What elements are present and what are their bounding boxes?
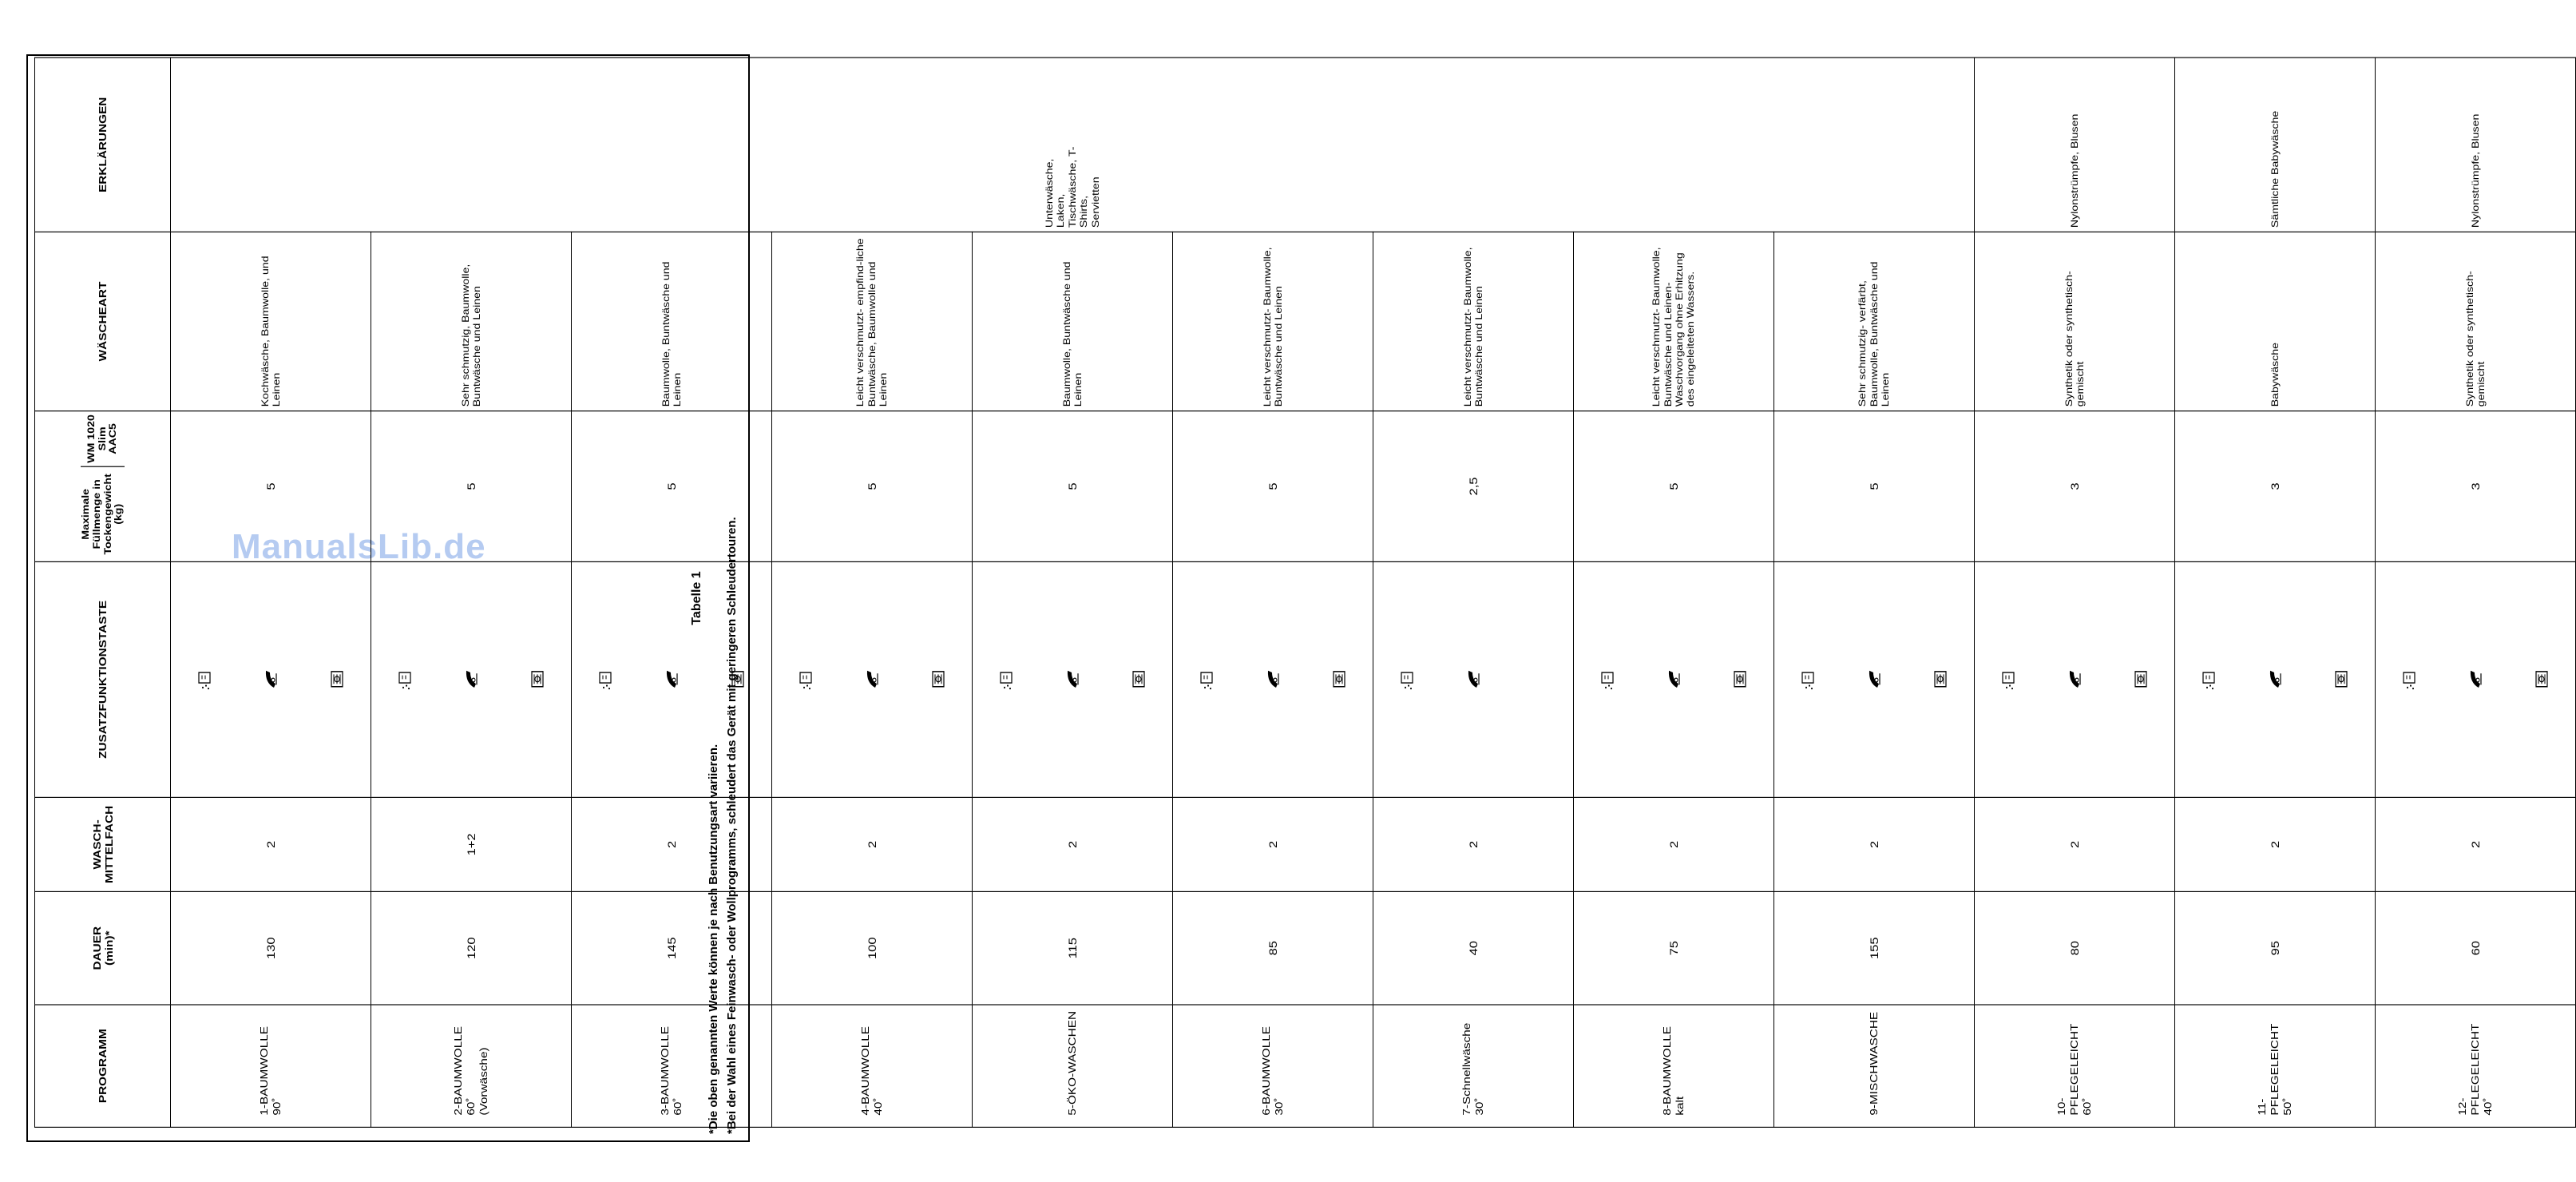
- header-model-line-1: WM 1020 Slim: [85, 414, 108, 463]
- header-model-block: [81, 411, 125, 466]
- waescheart-value: Leicht verschmutzt- Baumwolle, Buntwäsche und Leinen: [1261, 247, 1284, 407]
- fuellmenge-value: 5: [1667, 482, 1680, 490]
- prewash-icon: [529, 668, 545, 692]
- prewash-icon: [2133, 668, 2149, 692]
- quick-wash-icon: [1465, 668, 1481, 692]
- zusatz-cell: [1173, 561, 1373, 797]
- program-name: 11-PFLEGELEICHT 50˚: [2255, 1023, 2294, 1116]
- program-name: 7-Schnellwäsche 30˚: [1460, 1022, 1485, 1116]
- waescheart-value: Kochwäsche, Baumwolle, und Leinen: [259, 256, 282, 407]
- zusatz-icons: [2175, 562, 2375, 797]
- quick-wash-icon: [1666, 668, 1682, 692]
- waescheart-cell: [2376, 232, 2576, 411]
- dauer-cell: [772, 891, 973, 1005]
- waescheart-value: Leicht verschmutzt- empfind-liche Buntwäsche, Baumwolle und Leinen: [854, 238, 890, 407]
- rinse-hold-icon: [1199, 668, 1215, 692]
- dauer-value: 80: [2068, 941, 2081, 956]
- quick-wash-icon: [1064, 668, 1080, 692]
- dauer-cell: [1774, 891, 1975, 1005]
- waescheart-cell: [572, 232, 772, 411]
- table-caption-box: [685, 559, 709, 647]
- header-fuellmenge-box: [81, 411, 125, 561]
- prewash-icon: [329, 668, 345, 692]
- prewash-icon: [1331, 668, 1347, 692]
- quick-wash-icon: [864, 668, 880, 692]
- waschmittelfach-value: 2: [264, 840, 277, 849]
- dauer-cell: [572, 891, 772, 1005]
- waschmittelfach-value: 2: [2469, 840, 2482, 849]
- waschmittelfach-value: 2: [1868, 840, 1880, 849]
- zusatz-cell: [572, 561, 772, 797]
- dauer-value: 85: [1266, 941, 1279, 956]
- fuellmenge-value: 5: [465, 482, 478, 490]
- program-name: 3-BAUMWOLLE 60˚: [658, 1025, 684, 1116]
- program-name: 8-BAUMWOLLE: [1660, 1025, 1673, 1116]
- waescheart-value: Baumwolle, Buntwäsche und Leinen: [1060, 261, 1084, 407]
- zusatz-cell: [1774, 561, 1975, 797]
- waescheart-cell: [1975, 232, 2175, 411]
- waschmittelfach-cell: [572, 797, 772, 891]
- program-name: 6-BAUMWOLLE 30˚: [1259, 1025, 1285, 1116]
- program-cell: [1975, 1005, 2175, 1127]
- waschmittelfach-cell: [171, 797, 371, 891]
- header-max-block: [81, 466, 125, 561]
- dauer-cell: [973, 891, 1173, 1005]
- explanation-text: Nylonstrümpfe, Blusen: [2068, 113, 2080, 228]
- dauer-value: 155: [1868, 937, 1880, 960]
- program-name: 9-MISCHWASCHE: [1867, 1011, 1880, 1116]
- header-row: [35, 58, 171, 1127]
- waschmittelfach-cell: [1774, 797, 1975, 891]
- fuellmenge-value: 5: [1066, 482, 1079, 490]
- zusatz-cell: [2376, 561, 2576, 797]
- header-wasch-line-1: WASCH-: [90, 819, 103, 870]
- fuellmenge-value: 5: [1868, 482, 1880, 490]
- waschmittelfach-value: 2: [1266, 840, 1279, 849]
- quick-wash-icon: [263, 668, 279, 692]
- empty-icon-slot: [1532, 668, 1548, 692]
- waescheart-cell: [171, 232, 371, 411]
- quick-wash-icon: [1265, 668, 1281, 692]
- waescheart-cell: [1574, 232, 1774, 411]
- quick-wash-icon: [2467, 668, 2483, 692]
- prewash-icon: [1732, 668, 1748, 692]
- program-table: [34, 58, 2576, 1128]
- quick-wash-icon: [1866, 668, 1882, 692]
- fuellmenge-cell: [371, 411, 572, 562]
- explanation-text: Sämtliche Babywäsche: [2269, 110, 2281, 228]
- waescheart-cell: [2175, 232, 2376, 411]
- table-row: [171, 58, 371, 1127]
- rinse-hold-icon: [998, 668, 1014, 692]
- fuellmenge-value: 3: [2469, 482, 2482, 490]
- program-cell: [772, 1005, 973, 1127]
- prewash-icon: [1131, 668, 1147, 692]
- waschmittelfach-value: 2: [1066, 840, 1079, 849]
- header-max-line-3: Tockengewicht: [101, 474, 113, 555]
- header-dauer-line-1: DAUER: [90, 926, 103, 970]
- dauer-cell: [1373, 891, 1574, 1005]
- program-cell: [371, 1005, 572, 1127]
- dauer-value: 60: [2469, 941, 2482, 956]
- program-name: 12-PFLEGELEICHT 40˚: [2455, 1023, 2495, 1116]
- header-fuellmenge: [35, 411, 171, 562]
- dauer-cell: [371, 891, 572, 1005]
- dauer-value: 145: [665, 937, 678, 960]
- rinse-hold-icon: [798, 668, 814, 692]
- rinse-hold-icon: [2401, 668, 2417, 692]
- waescheart-value: Sehr schmutzig, Baumwolle, Buntwäsche und Leinen: [459, 264, 482, 407]
- dauer-value: 115: [1066, 938, 1079, 959]
- explanation-cell: [2376, 58, 2576, 232]
- quick-wash-icon: [2267, 668, 2283, 692]
- zusatz-icons: [572, 562, 771, 797]
- dauer-cell: [171, 891, 371, 1005]
- waescheart-value: Leicht verschmutzt- Baumwolle, Buntwäsche und Leinen-Waschvorgang ohne Erhitzung des eingeleiteten Wassers.: [1651, 247, 1697, 407]
- program-name: 4-BAUMWOLLE 40˚: [858, 1025, 884, 1116]
- program-cell: [171, 1005, 371, 1127]
- waescheart-value: Baumwolle, Buntwäsche und Leinen: [660, 261, 683, 407]
- waescheart-cell: [371, 232, 572, 411]
- header-zusatz-label: ZUSATZFUNKTIONSTASTE: [97, 600, 109, 759]
- zusatz-cell: [1975, 561, 2175, 797]
- rinse-hold-icon: [196, 668, 212, 692]
- fuellmenge-value: 3: [2068, 482, 2081, 490]
- fuellmenge-cell: [2175, 411, 2376, 562]
- explanation-cell: [2175, 58, 2376, 232]
- waescheart-value: Leicht verschmutzt- Baumwolle, Buntwäsche und Leinen: [1461, 247, 1484, 407]
- zusatz-icons: [171, 562, 371, 797]
- waschmittelfach-value: 2: [1467, 840, 1480, 849]
- zusatz-cell: [371, 561, 572, 797]
- explanation-cell: [1975, 58, 2175, 232]
- dauer-cell: [2175, 891, 2376, 1005]
- header-max-line-1: Maximale: [79, 488, 91, 540]
- header-model-line-2: AAC5: [107, 423, 119, 454]
- header-dauer: [35, 891, 171, 1005]
- program-subtitle: (Vorwäsche): [478, 1047, 490, 1116]
- header-waescheart-label: WÄSCHEART: [97, 281, 109, 362]
- zusatz-icons: [1373, 562, 1573, 797]
- dauer-cell: [1975, 891, 2175, 1005]
- watermark: ManualsLib.de: [232, 527, 486, 566]
- zusatz-icons: [1975, 562, 2174, 797]
- rinse-hold-icon: [1399, 668, 1415, 692]
- waschmittelfach-value: 2: [2068, 840, 2081, 849]
- program-name: 10-PFLEGELEICHT 60˚: [2055, 1023, 2094, 1116]
- footnote-2: *Bei der Wahl eines Feinwasch- oder Wollprogramms, schleudert das Gerät mit geringeren Schleudertouren.: [725, 517, 739, 1134]
- fuellmenge-cell: [1774, 411, 1975, 562]
- zusatz-icons: [1774, 562, 1974, 797]
- program-cell: [973, 1005, 1173, 1127]
- zusatz-icons: [1574, 562, 1773, 797]
- program-name: 1-BAUMWOLLE 90˚: [257, 1025, 283, 1116]
- dauer-value: 100: [866, 937, 878, 960]
- program-cell: [1574, 1005, 1774, 1127]
- zusatz-icons: [1173, 562, 1373, 797]
- dauer-value: 75: [1667, 941, 1680, 956]
- fuellmenge-value: 5: [264, 482, 277, 490]
- waescheart-cell: [973, 232, 1173, 411]
- waschmittelfach-cell: [772, 797, 973, 891]
- waescheart-cell: [1373, 232, 1574, 411]
- header-dauer-line-2: (min)*: [102, 930, 115, 966]
- program-name: 5-ÖKO-WASCHEN: [1065, 1010, 1078, 1116]
- dauer-cell: [1574, 891, 1774, 1005]
- program-name: 2-BAUMWOLLE 60˚: [451, 1025, 477, 1116]
- waschmittelfach-cell: [371, 797, 572, 891]
- prewash-icon: [2333, 668, 2349, 692]
- fuellmenge-value: 5: [866, 482, 878, 490]
- program-cell: [2376, 1005, 2576, 1127]
- quick-wash-icon: [664, 668, 680, 692]
- program-cell: [1373, 1005, 1574, 1127]
- header-erklaerungen: [35, 58, 171, 232]
- waescheart-value: Synthetik oder synthetisch-gemischt: [2063, 271, 2086, 407]
- prewash-icon: [1932, 668, 1948, 692]
- table-row: [2175, 58, 2376, 1127]
- waescheart-value: Babywäsche: [2269, 343, 2281, 407]
- fuellmenge-cell: [572, 411, 772, 562]
- dauer-value: 40: [1467, 941, 1480, 956]
- zusatz-icons: [371, 562, 571, 797]
- waschmittelfach-cell: [973, 797, 1173, 891]
- waescheart-value: Sehr schmutzig- verfärbt, Baumwolle, Buntwäsche und Leinen: [1857, 261, 1892, 407]
- waschmittelfach-value: 2: [665, 840, 678, 849]
- explanation-merged-text: Unterwäsche, Laken, Tischwäsche, T-Shirts, Servietten: [1044, 146, 1101, 228]
- waschmittelfach-cell: [1373, 797, 1574, 891]
- table-row: [1975, 58, 2175, 1127]
- waschmittelfach-value: 1+2: [465, 833, 478, 856]
- table-caption: Tabelle 1: [690, 571, 703, 625]
- fuellmenge-cell: [171, 411, 371, 562]
- zusatz-cell: [772, 561, 973, 797]
- zusatz-cell: [171, 561, 371, 797]
- footnote-1: *Die oben genannten Werte können je nach Benutzungsart variieren.: [707, 744, 720, 1134]
- waschmittelfach-value: 2: [2269, 840, 2281, 849]
- dauer-cell: [1173, 891, 1373, 1005]
- waescheart-cell: [772, 232, 973, 411]
- waschmittelfach-cell: [1975, 797, 2175, 891]
- quick-wash-icon: [2067, 668, 2083, 692]
- waescheart-cell: [1774, 232, 1975, 411]
- header-erklaerungen-label: ERKLÄRUNGEN: [97, 97, 109, 192]
- header-programm: [35, 1005, 171, 1127]
- program-cell: [1774, 1005, 1975, 1127]
- quick-wash-icon: [463, 668, 479, 692]
- explanation-merged: [171, 58, 1975, 232]
- dauer-value: 95: [2269, 941, 2281, 956]
- rinse-hold-icon: [397, 668, 413, 692]
- program-cell: [2175, 1005, 2376, 1127]
- rinse-hold-icon: [597, 668, 613, 692]
- header-max-line-2: Füllmenge in: [90, 479, 102, 549]
- rinse-hold-icon: [1800, 668, 1816, 692]
- zusatz-icons: [2376, 562, 2575, 797]
- dauer-value: 120: [465, 937, 478, 960]
- header-programm-label: PROGRAMM: [97, 1029, 109, 1104]
- zusatz-cell: [973, 561, 1173, 797]
- fuellmenge-cell: [2376, 411, 2576, 562]
- rinse-hold-icon: [2000, 668, 2016, 692]
- waescheart-value: Synthetik oder synthetisch-gemischt: [2463, 271, 2487, 407]
- fuellmenge-value: 3: [2269, 482, 2281, 490]
- fuellmenge-value: 2,5: [1467, 477, 1480, 496]
- rinse-hold-icon: [2201, 668, 2217, 692]
- prewash-icon: [930, 668, 946, 692]
- fuellmenge-cell: [1373, 411, 1574, 562]
- header-waschmittelfach: [35, 797, 171, 891]
- program-cell: [1173, 1005, 1373, 1127]
- header-zusatzfunktion: [35, 561, 171, 797]
- prewash-icon: [2534, 668, 2550, 692]
- table-body: [35, 58, 2576, 1127]
- fuellmenge-value: 5: [665, 482, 678, 490]
- waschmittelfach-value: 2: [1667, 840, 1680, 849]
- header-waescheart: [35, 232, 171, 411]
- waschmittelfach-cell: [1173, 797, 1373, 891]
- dauer-cell: [2376, 891, 2576, 1005]
- table-row: [2376, 58, 2576, 1127]
- fuellmenge-cell: [1574, 411, 1774, 562]
- header-wasch-line-2: MITTELFACH: [102, 805, 115, 883]
- fuellmenge-cell: [973, 411, 1173, 562]
- waschmittelfach-value: 2: [866, 840, 878, 849]
- fuellmenge-cell: [772, 411, 973, 562]
- zusatz-cell: [2175, 561, 2376, 797]
- zusatz-icons: [772, 562, 972, 797]
- waschmittelfach-cell: [2376, 797, 2576, 891]
- fuellmenge-cell: [1975, 411, 2175, 562]
- waschmittelfach-cell: [1574, 797, 1774, 891]
- program-subtitle: kalt: [1674, 1096, 1686, 1116]
- zusatz-cell: [1373, 561, 1574, 797]
- waescheart-cell: [1173, 232, 1373, 411]
- fuellmenge-value: 5: [1266, 482, 1279, 490]
- explanation-text: Nylonstrümpfe, Blusen: [2469, 113, 2481, 228]
- rinse-hold-icon: [1599, 668, 1615, 692]
- fuellmenge-cell: [1173, 411, 1373, 562]
- waschmittelfach-cell: [2175, 797, 2376, 891]
- dauer-value: 130: [264, 937, 277, 960]
- header-max-line-4: (kg): [113, 503, 125, 525]
- program-cell: [572, 1005, 772, 1127]
- zusatz-icons: [973, 562, 1172, 797]
- zusatz-cell: [1574, 561, 1774, 797]
